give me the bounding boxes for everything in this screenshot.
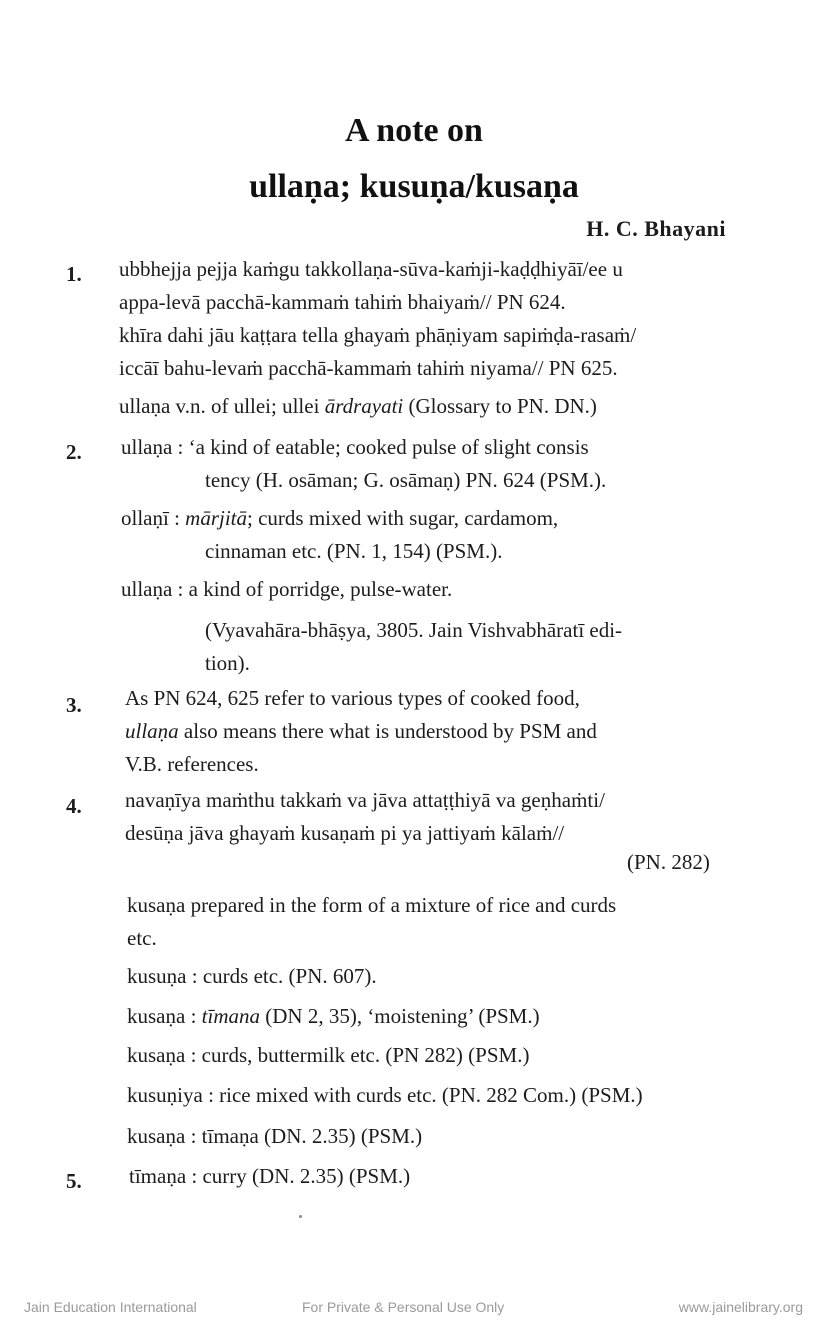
s2-line6: (Vyavahāra-bhāṣya, 3805. Jain Vishvabhāratī edi- [205,618,623,642]
s2-line5: ullaṇa : a kind of porridge, pulse-water. [121,577,453,601]
s2-line3-italic: mārjitā [185,506,248,530]
s4-line6: kusuṇa : curds etc. (PN. 607). [127,964,377,988]
s3-line2-b: also means there what is understood by PSM and [178,719,597,743]
s4-line3: (PN. 282) [627,850,710,874]
s1-line4: iccāī bahu-levaṁ pacchā-kammaṁ tahiṁ niyama// PN 625. [119,356,618,380]
s4-line2: desūṇa jāva ghayaṁ kusaṇaṁ pi ya jattiyaṁ kālaṁ// [125,821,565,845]
s2-line1: ullaṇa : ‘a kind of eatable; cooked pulse of slight consis [121,435,589,459]
footer-right: www.jainelibrary.org [678,1299,803,1315]
s1-line5 [119,396,597,417]
s3-line3: V.B. references. [125,752,259,776]
s3-line2 [125,721,597,742]
author-name: H. C. Bhayani [586,216,726,241]
page-title-line1: A note on [345,112,483,149]
s2-line3 [121,508,558,529]
s2-line2: tency (H. osāman; G. osāmaṇ) PN. 624 (PSM.). [205,468,607,492]
stray-mark [299,1215,302,1218]
s1-line5-a: ullaṇa v.n. of ullei; ullei [119,394,325,418]
s2-line7: tion). [205,651,250,675]
s1-line5-italic: ārdrayati [324,394,404,418]
s2-line3-a: ollaṇī : [121,506,186,530]
section-number-2: 2. [66,440,82,464]
s4-line7-b: (DN 2, 35), ‘moistening’ (PSM.) [260,1004,540,1028]
s1-line2: appa-levā pacchā-kammaṁ tahiṁ bhaiyaṁ// PN 624. [119,290,566,314]
s4-line7 [127,1006,540,1027]
s1-line1: ubbhejja pejja kaṁgu takkollaṇa-sūva-kaṁji-kaḍḍhiyāī/ee u [119,257,623,281]
s1-line5-b: (Glossary to PN. DN.) [403,394,597,418]
s4-line4: kusaṇa prepared in the form of a mixture of rice and curds [127,893,617,917]
s4-line7-italic: tīmana [201,1004,260,1028]
s2-line4: cinnaman etc. (PN. 1, 154) (PSM.). [205,539,503,563]
s4-line5: etc. [127,926,157,950]
section-number-5: 5. [66,1169,82,1193]
section-number-3: 3. [66,693,82,717]
s3-line2-italic: ullaṇa [125,719,179,743]
s1-line3: khīra dahi jāu kaṭṭara tella ghayaṁ phāṇiyam sapiṁḍa-rasaṁ/ [119,323,637,347]
footer-center: For Private & Personal Use Only [302,1299,505,1315]
footer-left: Jain Education International [24,1299,197,1315]
s4-line10: kusaṇa : tīmaṇa (DN. 2.35) (PSM.) [127,1124,423,1148]
page-title-line2: ullaṇa; kusuṇa/kusaṇa [249,168,579,205]
s4-line7-a: kusaṇa : [127,1004,202,1028]
s2-line3-b: ; curds mixed with sugar, cardamom, [247,506,559,530]
s5-line1: tīmaṇa : curry (DN. 2.35) (PSM.) [129,1164,411,1188]
section-number-4: 4. [66,794,82,818]
s4-line9: kusuṇiya : rice mixed with curds etc. (PN. 282 Com.) (PSM.) [127,1083,643,1107]
s4-line1: navaṇīya maṁthu takkaṁ va jāva attaṭṭhiyā va geṇhaṁti/ [125,788,605,812]
section-number-1: 1. [66,262,82,286]
s3-line1: As PN 624, 625 refer to various types of cooked food, [125,686,580,710]
s4-line8: kusaṇa : curds, buttermilk etc. (PN 282) (PSM.) [127,1043,530,1067]
